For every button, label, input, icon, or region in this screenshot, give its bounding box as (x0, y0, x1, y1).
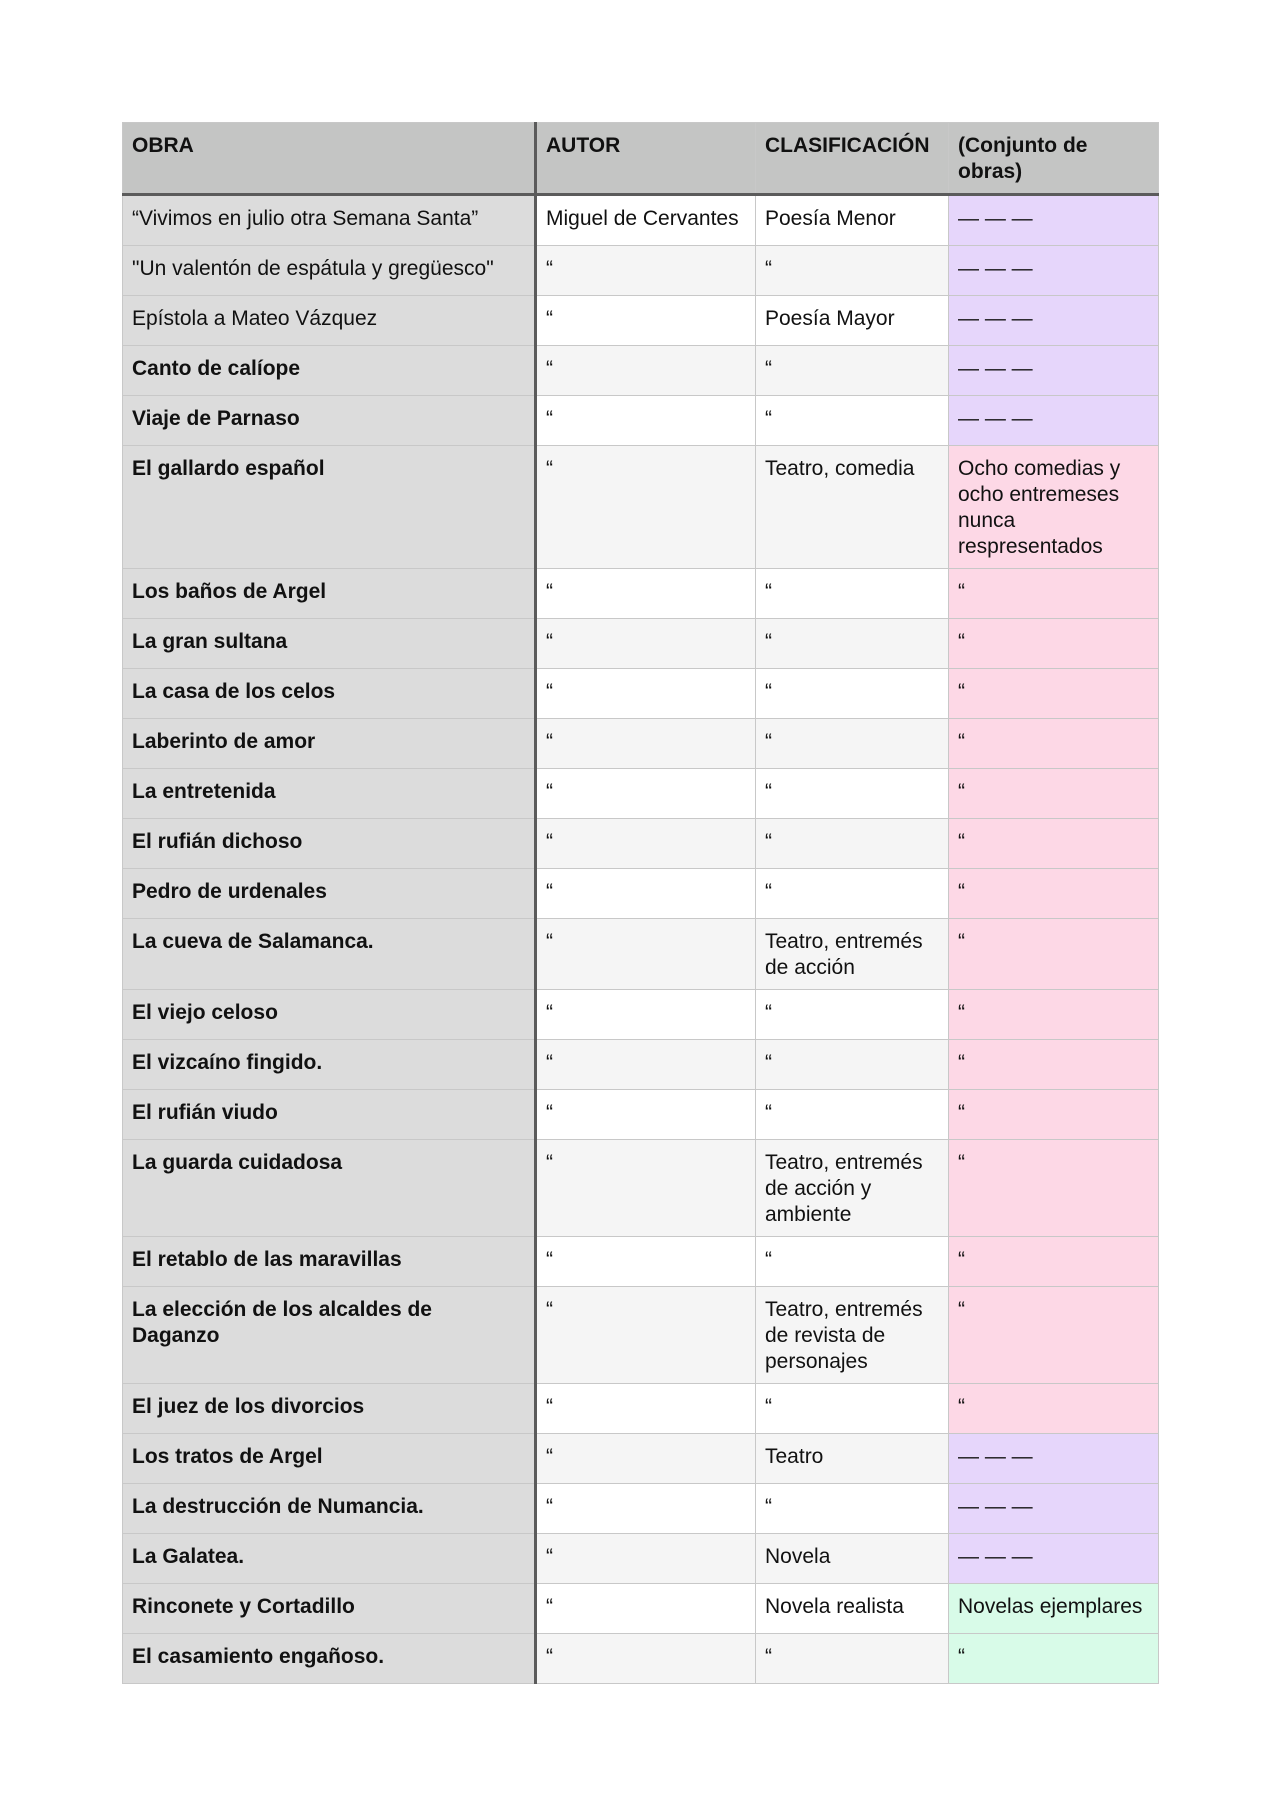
cell-conjunto: — — — (949, 346, 1159, 396)
cell-clasificacion: “ (756, 669, 949, 719)
cell-obra: Epístola a Mateo Vázquez (123, 296, 536, 346)
table-header (123, 123, 1159, 195)
cell-obra: Los baños de Argel (123, 569, 536, 619)
cell-clasificacion: “ (756, 1040, 949, 1090)
header-row (123, 123, 1159, 195)
table-row (123, 246, 1159, 296)
cell-autor: “ (536, 1634, 756, 1684)
header-autor: AUTOR (536, 123, 756, 195)
cell-obra: Rinconete y Cortadillo (123, 1584, 536, 1634)
cell-autor: “ (536, 619, 756, 669)
cell-conjunto: — — — (949, 1484, 1159, 1534)
cell-conjunto: “ (949, 1140, 1159, 1237)
cell-conjunto: — — — (949, 296, 1159, 346)
cell-autor: “ (536, 1584, 756, 1634)
cell-autor: “ (536, 669, 756, 719)
cell-autor: “ (536, 819, 756, 869)
cell-clasificacion: “ (756, 719, 949, 769)
cell-conjunto: “ (949, 1237, 1159, 1287)
cell-clasificacion: Novela (756, 1534, 949, 1584)
cell-autor: “ (536, 1434, 756, 1484)
cell-autor: “ (536, 446, 756, 569)
works-table (122, 122, 1159, 1684)
cell-conjunto: “ (949, 669, 1159, 719)
table-row (123, 869, 1159, 919)
cell-conjunto: — — — (949, 195, 1159, 246)
cell-conjunto: “ (949, 1090, 1159, 1140)
cell-autor: “ (536, 869, 756, 919)
cell-obra: La entretenida (123, 769, 536, 819)
table-row (123, 819, 1159, 869)
cell-obra: Laberinto de amor (123, 719, 536, 769)
cell-obra: La cueva de Salamanca. (123, 919, 536, 990)
table-row (123, 1634, 1159, 1684)
cell-conjunto: “ (949, 990, 1159, 1040)
cell-clasificacion: “ (756, 869, 949, 919)
cell-obra: Pedro de urdenales (123, 869, 536, 919)
table-row (123, 1287, 1159, 1384)
cell-obra: Canto de calíope (123, 346, 536, 396)
cell-clasificacion: Novela realista (756, 1584, 949, 1634)
table-row (123, 1140, 1159, 1237)
cell-autor: “ (536, 990, 756, 1040)
cell-autor: “ (536, 246, 756, 296)
table-row (123, 669, 1159, 719)
table-row (123, 346, 1159, 396)
cell-obra: El viejo celoso (123, 990, 536, 1040)
cell-obra: El casamiento engañoso. (123, 1634, 536, 1684)
cell-clasificacion: “ (756, 246, 949, 296)
cell-clasificacion: “ (756, 1384, 949, 1434)
header-conjunto: (Conjunto de obras) (949, 123, 1159, 195)
header-clasificacion: CLASIFICACIÓN (756, 123, 949, 195)
cell-obra: El rufián dichoso (123, 819, 536, 869)
cell-conjunto: “ (949, 819, 1159, 869)
cell-clasificacion: “ (756, 1634, 949, 1684)
cell-autor: “ (536, 1237, 756, 1287)
table-row (123, 1584, 1159, 1634)
table-row (123, 1384, 1159, 1434)
cell-obra: La guarda cuidadosa (123, 1140, 536, 1237)
cell-obra: “Vivimos en julio otra Semana Santa” (123, 195, 536, 246)
cell-autor: “ (536, 1140, 756, 1237)
cell-obra: El gallardo español (123, 446, 536, 569)
table-body (123, 195, 1159, 1684)
document-page (122, 122, 1158, 1684)
cell-clasificacion: “ (756, 1484, 949, 1534)
table-row (123, 446, 1159, 569)
cell-autor: “ (536, 1090, 756, 1140)
cell-autor: “ (536, 769, 756, 819)
cell-autor: “ (536, 1484, 756, 1534)
cell-conjunto: — — — (949, 246, 1159, 296)
table-row (123, 1237, 1159, 1287)
cell-clasificacion: “ (756, 1090, 949, 1140)
table-row (123, 1040, 1159, 1090)
cell-conjunto: “ (949, 1384, 1159, 1434)
table-row (123, 1484, 1159, 1534)
cell-conjunto: “ (949, 769, 1159, 819)
header-obra: OBRA (123, 123, 536, 195)
table-row (123, 296, 1159, 346)
cell-obra: La elección de los alcaldes de Daganzo (123, 1287, 536, 1384)
cell-clasificacion: Poesía Mayor (756, 296, 949, 346)
cell-conjunto: — — — (949, 1434, 1159, 1484)
cell-clasificacion: “ (756, 346, 949, 396)
cell-conjunto: Novelas ejemplares (949, 1584, 1159, 1634)
cell-obra: Los tratos de Argel (123, 1434, 536, 1484)
cell-obra: "Un valentón de espátula y gregüesco" (123, 246, 536, 296)
cell-clasificacion: “ (756, 769, 949, 819)
cell-clasificacion: Teatro (756, 1434, 949, 1484)
cell-autor: “ (536, 1287, 756, 1384)
table-row (123, 396, 1159, 446)
table-row (123, 769, 1159, 819)
cell-obra: La casa de los celos (123, 669, 536, 719)
cell-autor: “ (536, 1534, 756, 1584)
cell-autor: “ (536, 296, 756, 346)
cell-obra: El vizcaíno fingido. (123, 1040, 536, 1090)
cell-conjunto: “ (949, 619, 1159, 669)
cell-conjunto: “ (949, 569, 1159, 619)
cell-clasificacion: Poesía Menor (756, 195, 949, 246)
cell-clasificacion: “ (756, 819, 949, 869)
cell-clasificacion: “ (756, 396, 949, 446)
cell-conjunto: “ (949, 1040, 1159, 1090)
cell-autor: “ (536, 396, 756, 446)
cell-clasificacion: “ (756, 990, 949, 1040)
table-row (123, 569, 1159, 619)
cell-autor: “ (536, 1040, 756, 1090)
cell-clasificacion: “ (756, 569, 949, 619)
cell-autor: “ (536, 569, 756, 619)
cell-clasificacion: Teatro, comedia (756, 446, 949, 569)
cell-obra: La destrucción de Numancia. (123, 1484, 536, 1534)
cell-autor: “ (536, 1384, 756, 1434)
table-row (123, 719, 1159, 769)
cell-obra: El rufián viudo (123, 1090, 536, 1140)
cell-autor: Miguel de Cervantes (536, 195, 756, 246)
cell-clasificacion: “ (756, 1237, 949, 1287)
cell-conjunto: “ (949, 1634, 1159, 1684)
table-row (123, 919, 1159, 990)
cell-obra: La gran sultana (123, 619, 536, 669)
cell-conjunto: “ (949, 919, 1159, 990)
cell-obra: El juez de los divorcios (123, 1384, 536, 1434)
table-row (123, 990, 1159, 1040)
table-row (123, 1090, 1159, 1140)
cell-conjunto: “ (949, 1287, 1159, 1384)
cell-clasificacion: Teatro, entremés de revista de personajes (756, 1287, 949, 1384)
cell-conjunto: — — — (949, 1534, 1159, 1584)
table-row (123, 195, 1159, 246)
cell-autor: “ (536, 719, 756, 769)
cell-clasificacion: Teatro, entremés de acción (756, 919, 949, 990)
cell-autor: “ (536, 346, 756, 396)
table-row (123, 1434, 1159, 1484)
cell-conjunto: Ocho comedias y ocho entremeses nunca respresentados (949, 446, 1159, 569)
cell-conjunto: “ (949, 719, 1159, 769)
cell-obra: La Galatea. (123, 1534, 536, 1584)
cell-conjunto: “ (949, 869, 1159, 919)
cell-clasificacion: “ (756, 619, 949, 669)
table-row (123, 619, 1159, 669)
cell-obra: El retablo de las maravillas (123, 1237, 536, 1287)
table-row (123, 1534, 1159, 1584)
cell-obra: Viaje de Parnaso (123, 396, 536, 446)
cell-autor: “ (536, 919, 756, 990)
cell-conjunto: — — — (949, 396, 1159, 446)
cell-clasificacion: Teatro, entremés de acción y ambiente (756, 1140, 949, 1237)
